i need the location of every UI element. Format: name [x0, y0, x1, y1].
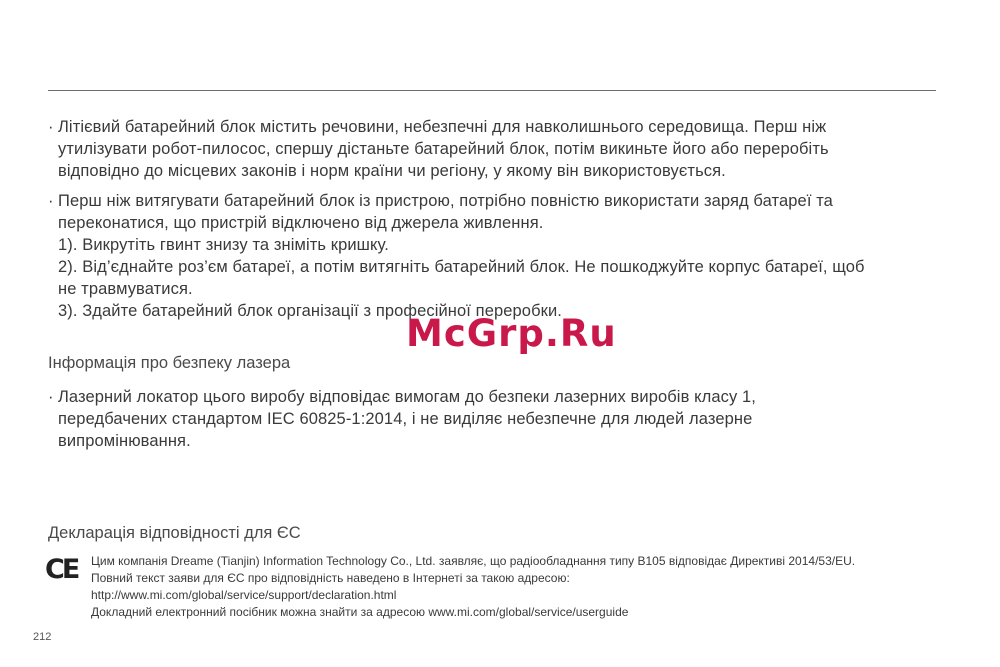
step-1: 1). Викрутіть гвинт знизу та зніміть кришку. — [58, 236, 389, 254]
bullet-marker: · — [48, 388, 54, 406]
eu-declaration-heading: Декларація відповідності для ЄС — [48, 524, 301, 542]
text-line: відповідно до місцевих законів і норм країни чи регіону, у якому він використовується. — [58, 162, 726, 180]
text-line: Літієвий батарейний блок містить речовини, небезпечні для навколишнього середовища. Перш ніж — [58, 118, 827, 136]
watermark: McGrp.Ru — [406, 312, 617, 355]
laser-safety-bullet — [48, 386, 948, 452]
text-line: переконатися, що пристрій відключено від джерела живлення. — [58, 214, 544, 232]
step-2: 2). Від’єднайте роз’єм батареї, а потім витягніть батарейний блок. Не пошкоджуйте корпус батареї, щоб — [58, 258, 865, 276]
top-divider — [48, 90, 936, 91]
text-line: Лазерний локатор цього виробу відповідає вимогам до безпеки лазерних виробів класу 1, — [58, 388, 756, 406]
text-line: утилізувати робот-пилосос, спершу дістаньте батарейний блок, потім викиньте його або переробіть — [58, 140, 829, 158]
bullet-marker: · — [48, 192, 54, 210]
userguide-line: Докладний електронний посібник можна знайти за адресою www.mi.com/global/service/userguide — [91, 605, 629, 619]
step-2-continued: не травмуватися. — [58, 280, 193, 298]
laser-safety-heading: Інформація про безпеку лазера — [48, 354, 291, 372]
declaration-url[interactable]: http://www.mi.com/global/service/support/declaration.html — [91, 588, 397, 602]
declaration-line: Цим компанія Dreame (Tianjin) Information Technology Co., Ltd. заявляє, що радіообладнання типу B105 відповідає Директиві 2014/53/EU. — [91, 554, 856, 568]
page-number: 212 — [33, 631, 52, 643]
step-3: 3). Здайте батарейний блок організації з професійної переробки. — [58, 302, 562, 320]
eu-declaration-text — [91, 553, 855, 621]
text-line: Перш ніж витягувати батарейний блок із пристрою, потрібно повністю використати заряд батареї та — [58, 192, 833, 210]
bullet-marker: · — [48, 118, 54, 136]
text-line: передбачених стандартом IEC 60825-1:2014, і не виділяє небезпечне для людей лазерне — [58, 410, 753, 428]
battery-removal-bullet — [48, 190, 948, 322]
text-line: випромінювання. — [58, 432, 191, 450]
battery-disposal-bullet — [48, 116, 948, 182]
declaration-line: Повний текст заяви для ЄС про відповідність наведено в Інтернеті за такою адресою: — [91, 571, 570, 585]
ce-mark-icon: CE — [45, 554, 78, 585]
